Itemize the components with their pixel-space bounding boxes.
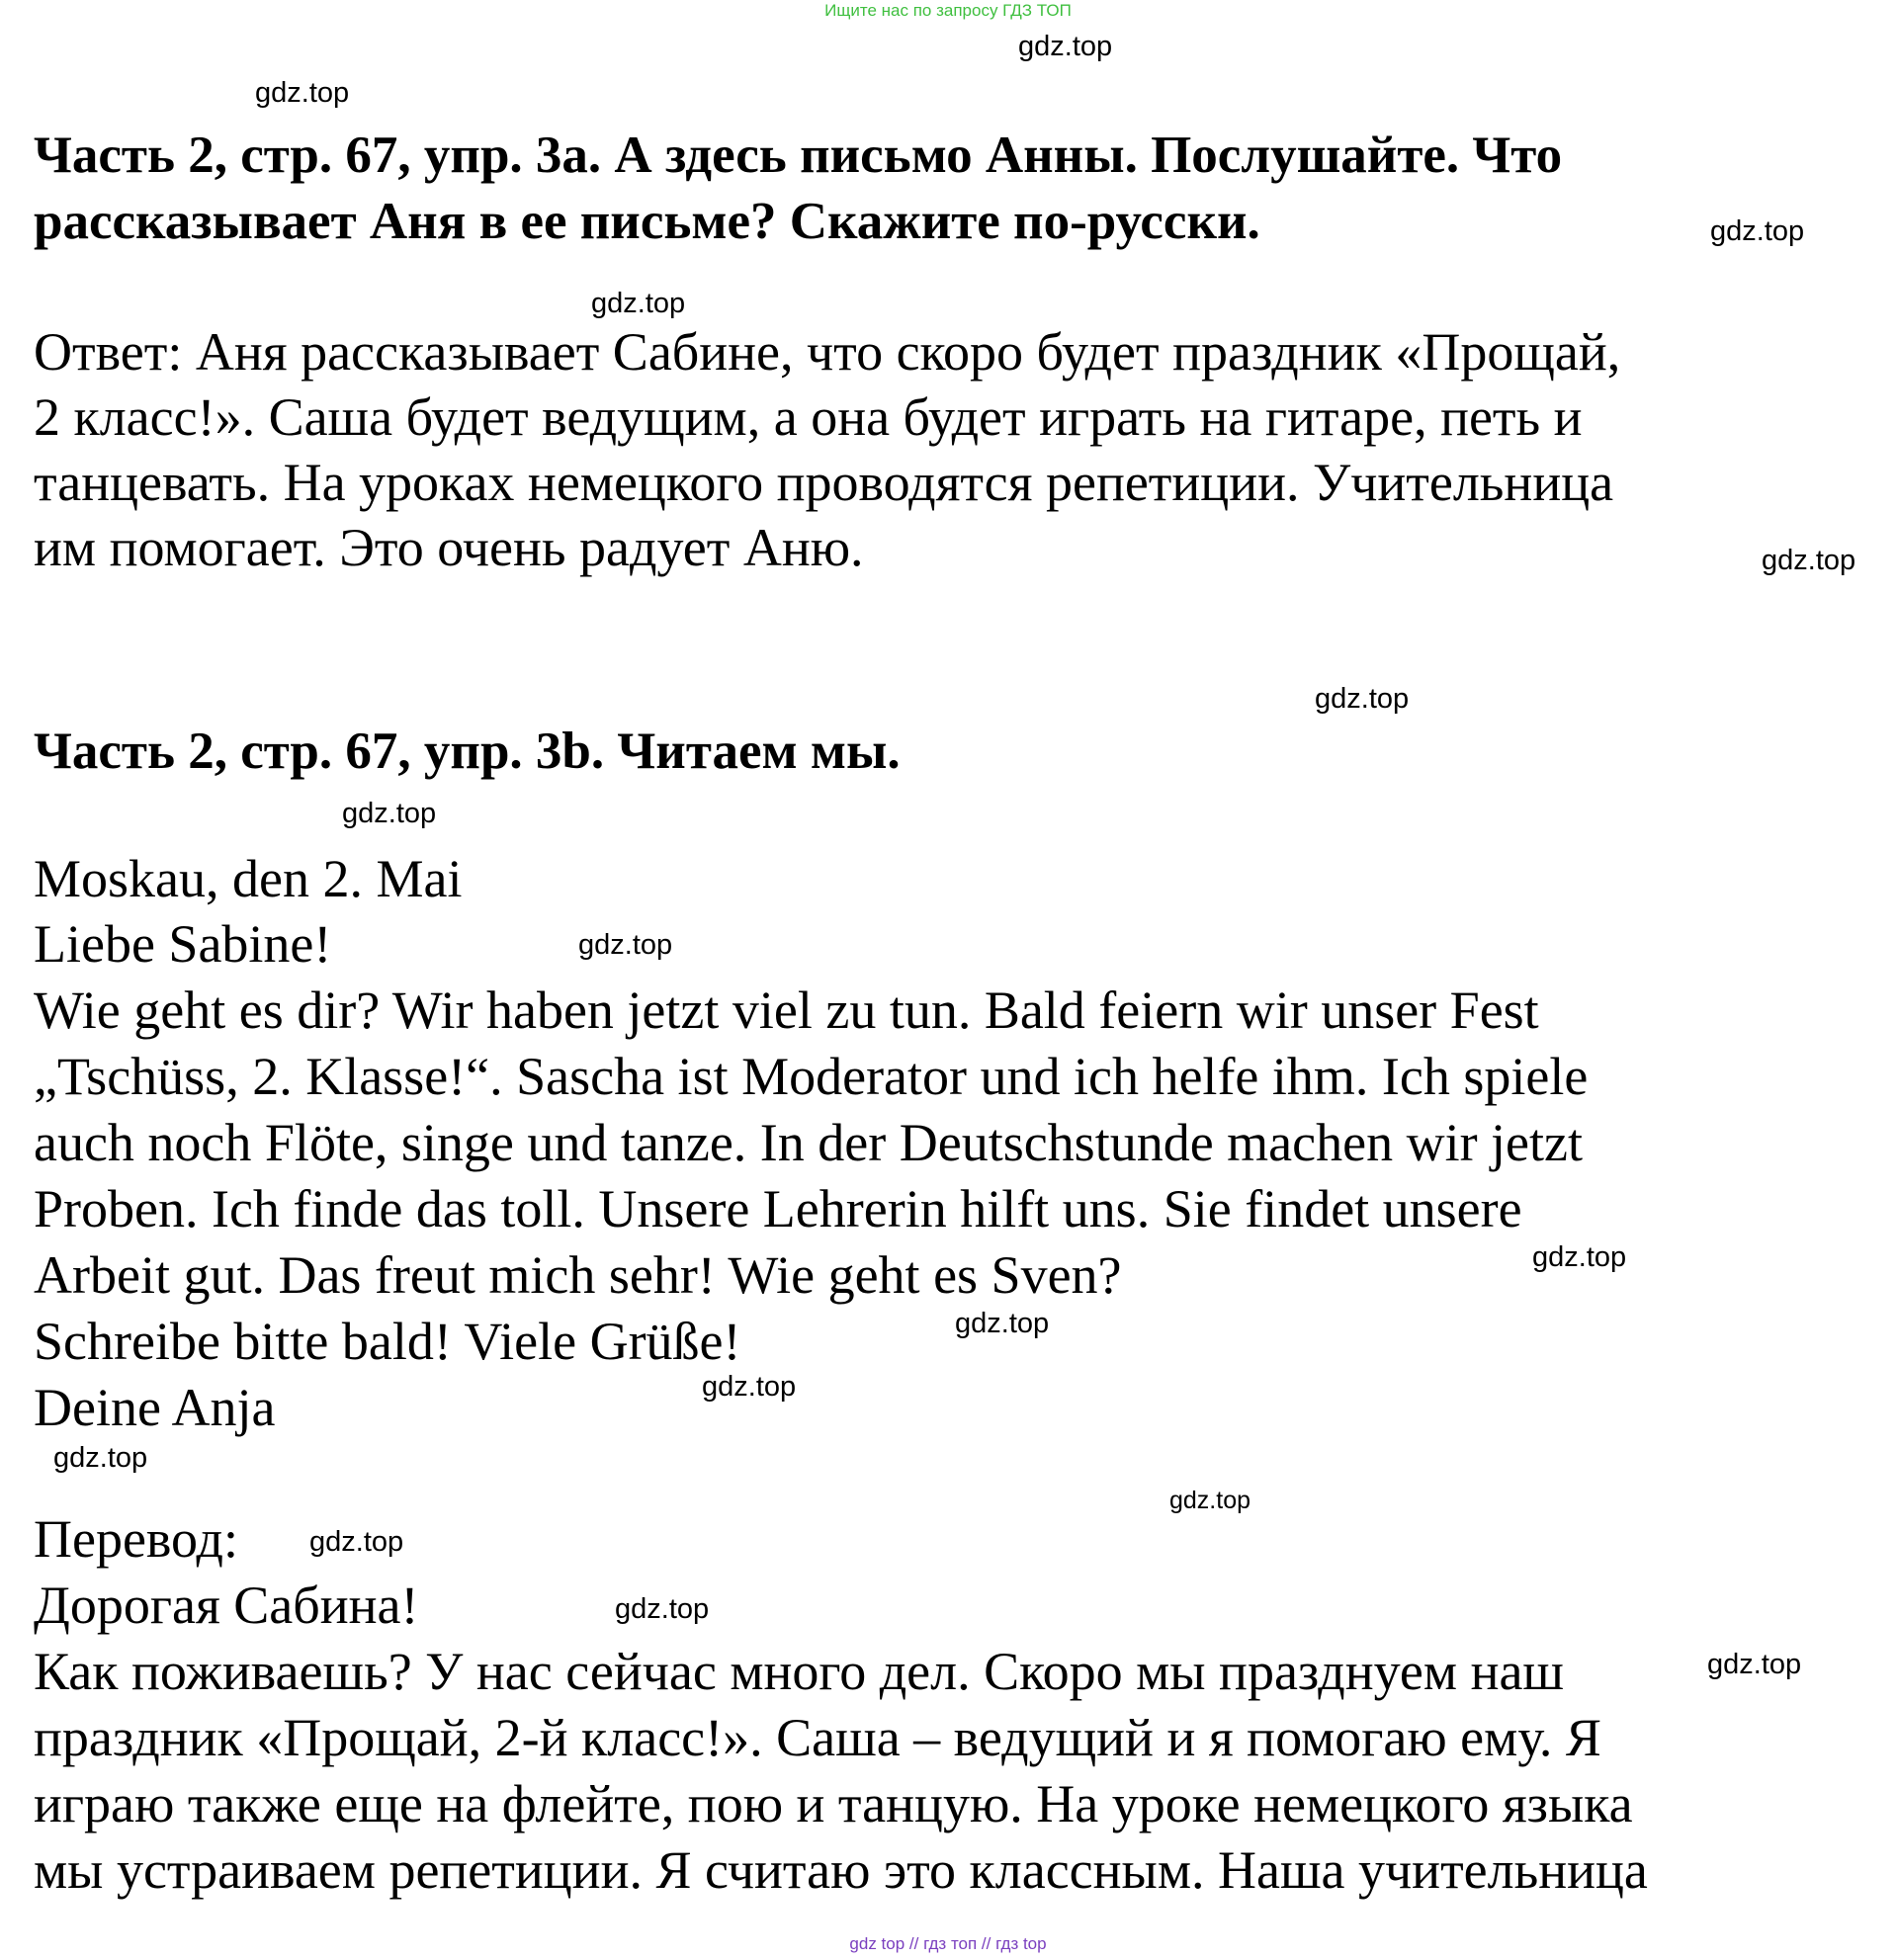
- letter-line-9: Deine Anja: [34, 1378, 276, 1437]
- letter-line-5: auch noch Flöte, singe und tanze. In der Deutschstunde machen wir jetzt: [34, 1113, 1584, 1172]
- translation-line-6: мы устраиваем репетиции. Я считаю это классным. Наша учительница: [34, 1840, 1648, 1900]
- watermark: gdz.top: [1169, 1487, 1251, 1514]
- translation-line-5: играю также еще на флейте, пою и танцую. На уроке немецкого языка: [34, 1774, 1633, 1833]
- watermark: gdz.top: [615, 1593, 710, 1625]
- watermark: gdz.top: [1710, 215, 1805, 247]
- letter-line-1: Moskau, den 2. Mai: [34, 849, 463, 908]
- watermark: gdz.top: [309, 1526, 404, 1558]
- watermark: gdz.top: [1707, 1649, 1802, 1680]
- watermark: gdz.top: [591, 288, 686, 319]
- watermark: gdz.top: [255, 77, 350, 109]
- watermark: gdz.top: [1532, 1241, 1627, 1273]
- watermark: gdz.top: [1762, 545, 1856, 576]
- letter-line-7: Arbeit gut. Das freut mich sehr! Wie geht es Sven?: [34, 1245, 1122, 1305]
- answer-line-1: Ответ: Аня рассказывает Сабине, что скоро будет праздник «Прощай,: [34, 322, 1621, 382]
- watermark: gdz.top: [1018, 31, 1113, 62]
- translation-line-4: праздник «Прощай, 2-й класс!». Саша – ведущий и я помогаю ему. Я: [34, 1708, 1601, 1767]
- translation-line-2: Дорогая Сабина!: [34, 1576, 419, 1635]
- translation-line-3: Как поживаешь? У нас сейчас много дел. Скоро мы празднуем наш: [34, 1642, 1565, 1701]
- watermark: gdz.top: [578, 929, 673, 961]
- letter-line-3: Wie geht es dir? Wir haben jetzt viel zu tun. Bald feiern wir unser Fest: [34, 980, 1539, 1040]
- letter-line-6: Proben. Ich finde das toll. Unsere Lehrerin hilft uns. Sie findet unsere: [34, 1179, 1522, 1238]
- watermark: gdz.top: [342, 798, 437, 829]
- watermark: gdz.top: [53, 1442, 148, 1474]
- letter-line-2: Liebe Sabine!: [34, 914, 332, 974]
- watermark: gdz.top: [702, 1371, 797, 1403]
- heading-3a-line-1: Часть 2, стр. 67, упр. 3а. А здесь письмо Анны. Послушайте. Что: [34, 127, 1563, 184]
- answer-line-4: им помогает. Это очень радует Аню.: [34, 518, 864, 577]
- letter-line-8: Schreibe bitte bald! Viele Grüße!: [34, 1312, 741, 1371]
- translation-line-1: Перевод:: [34, 1509, 238, 1569]
- answer-line-2: 2 класс!». Саша будет ведущим, а она будет играть на гитаре, петь и: [34, 387, 1583, 447]
- answer-line-3: танцевать. На уроках немецкого проводятся репетиции. Учительница: [34, 453, 1614, 512]
- search-banner: Ищите нас по запросу ГДЗ ТОП: [824, 1, 1072, 20]
- watermark: gdz.top: [1315, 683, 1410, 715]
- heading-3b: Часть 2, стр. 67, упр. 3b. Читаем мы.: [34, 723, 901, 780]
- footer-watermark: gdz top // гдз топ // гдз top: [849, 1934, 1047, 1953]
- watermark: gdz.top: [955, 1308, 1050, 1339]
- heading-3a-line-2: рассказывает Аня в ее письме? Скажите по-русски.: [34, 193, 1260, 250]
- letter-line-4: „Tschüss, 2. Klasse!“. Sascha ist Moderator und ich helfe ihm. Ich spiele: [34, 1047, 1589, 1106]
